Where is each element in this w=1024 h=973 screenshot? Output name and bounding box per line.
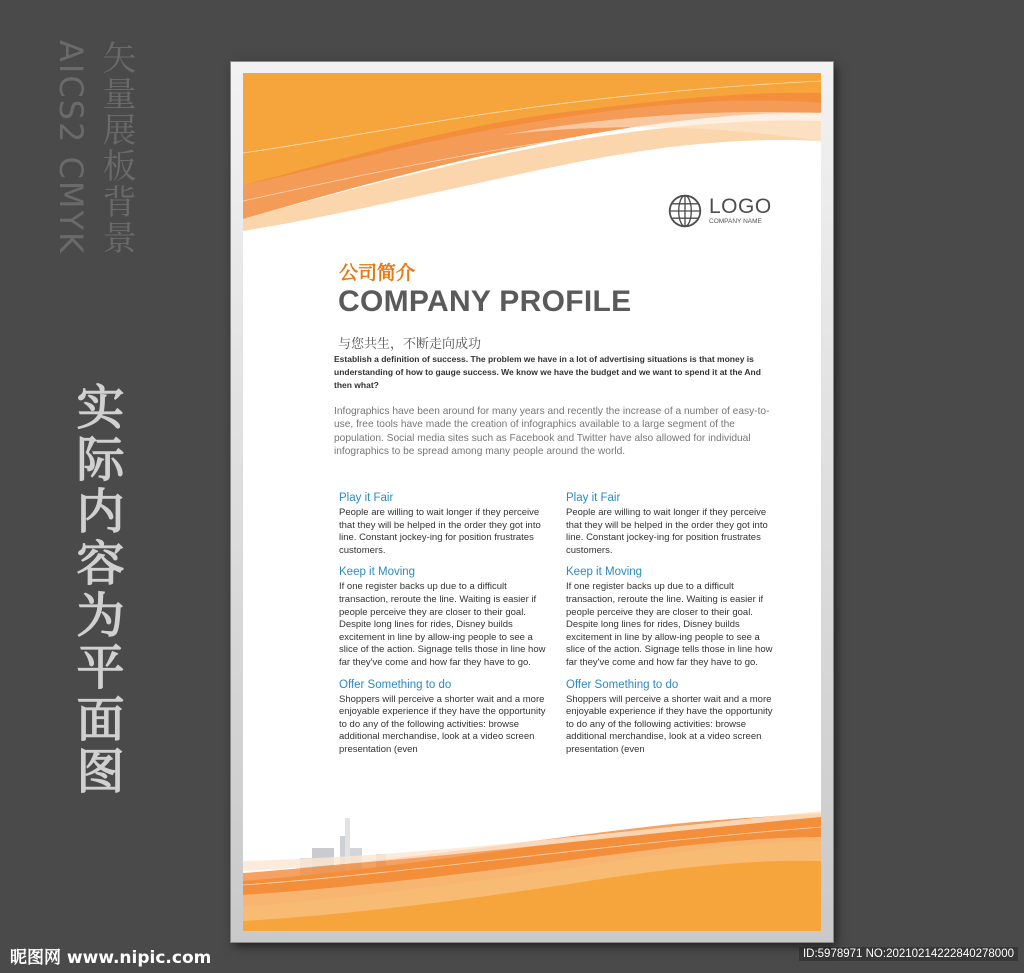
- left-column: [339, 492, 549, 766]
- title-cn: 公司简介: [339, 262, 416, 284]
- section-heading: Offer Something to do: [339, 678, 452, 691]
- section-heading: Play it Fair: [566, 492, 621, 504]
- logo-word: LOGO: [709, 195, 772, 219]
- section-body: If one register backs up due to a difficult transaction, reroute the line. Waiting is easier if people perceive they are closer to their goal. Despite long lines for rides, Disney builds excitement in line by allow-ing people to see a slice of the action. Signage tells those in line how far they've come and how far they have to go.: [339, 581, 546, 668]
- section: [566, 492, 776, 557]
- section-body: Shoppers will perceive a shorter wait and a more enjoyable experience if they have the opportunity to do any of the following activities: browse additional merchandise, look at a video screen presentation (even: [339, 693, 546, 755]
- intro-body-paragraph: Infographics have been around for many years and recently the increase of a number of easy-to-use, free tools have made the creation of infographics available to a large segment of the population. Social media sites such as Facebook and Twitter have also allowed for individual infographics to be spread among many people around the world.: [334, 406, 770, 457]
- bottom-orange-wave: [243, 811, 821, 931]
- footer-watermark-right: ID:5978971 NO:20210214222840278000: [799, 947, 1018, 961]
- section-body: People are willing to wait longer if they perceive that they will be helped in the order they got into line. Constant jockey-ing for position frustrates customers.: [566, 507, 768, 556]
- section: [566, 566, 776, 669]
- section-heading: Keep it Moving: [339, 566, 416, 579]
- section-heading: Keep it Moving: [566, 566, 643, 579]
- logo: [667, 193, 772, 229]
- section: [339, 566, 549, 669]
- section-heading: Offer Something to do: [566, 678, 679, 691]
- section-body: People are willing to wait longer if they perceive that they will be helped in the order they got into line. Constant jockey-ing for position frustrates customers.: [339, 507, 541, 556]
- slogan-cn: 与您共生，不断走向成功: [338, 337, 482, 352]
- side-text-cn-main: 实际内容为平面图: [68, 382, 124, 798]
- logo-company-name: COMPANY NAME: [709, 218, 762, 226]
- section-body: Shoppers will perceive a shorter wait and a more enjoyable experience if they have the opportunity to do any of the following activities: browse additional merchandise, look at a video screen presentation (even: [566, 693, 773, 755]
- section-body: If one register backs up due to a difficult transaction, reroute the line. Waiting is easier if people perceive they are closer to their goal. Despite long lines for rides, Disney builds excitement in line by allow-ing people to see a slice of the action. Signage tells those in line how far they've come and how far they have to go.: [566, 581, 773, 668]
- globe-icon: [667, 193, 703, 229]
- footer-watermark-left: 昵图网 www.nipic.com: [10, 948, 212, 968]
- poster: [243, 73, 821, 931]
- section: [339, 492, 549, 557]
- section: [566, 679, 776, 757]
- title-en: COMPANY PROFILE: [338, 285, 632, 318]
- side-text-en-top: AICS2 CMYK: [52, 40, 90, 255]
- intro-bold-paragraph: Establish a definition of success. The problem we have in a lot of advertising situations is that money is understanding of how to gauge success. We know we have the budget and we want to spend it at the And then what?: [334, 354, 761, 390]
- section-heading: Play it Fair: [339, 492, 394, 504]
- right-column: [566, 492, 776, 766]
- side-text-cn-top: 矢量展板背景: [96, 40, 136, 256]
- section: [339, 679, 549, 757]
